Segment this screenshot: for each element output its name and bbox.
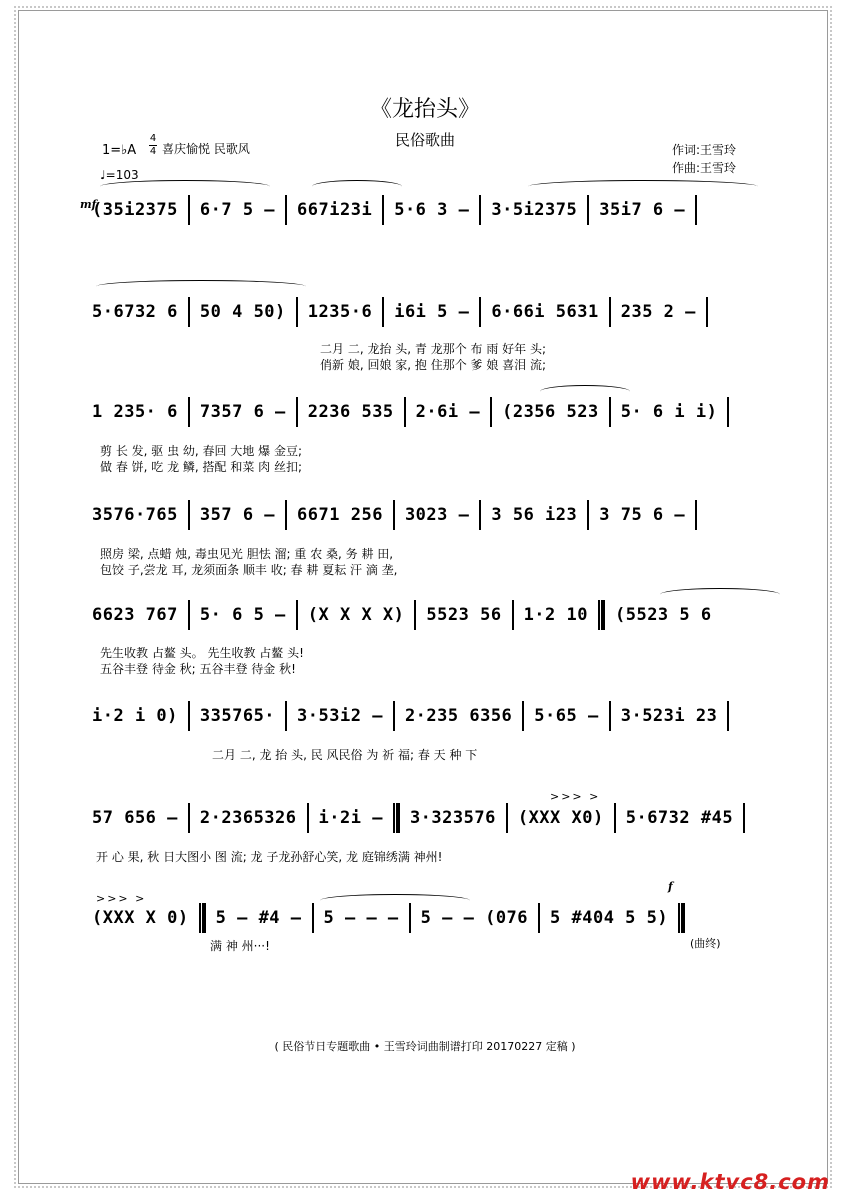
barline: [188, 500, 190, 530]
measure: 3·323576: [409, 808, 496, 828]
barline: [512, 600, 514, 630]
measure: 35i7 6 –: [599, 200, 686, 220]
measure: 2·6i –: [415, 402, 481, 422]
barline: [490, 397, 492, 427]
dynamic-f: f: [668, 880, 673, 893]
barline: [609, 297, 611, 327]
measure: (XXX X0): [517, 808, 604, 828]
barline: [393, 701, 395, 731]
measure: 50 4 50): [199, 302, 286, 322]
barline: [695, 500, 697, 530]
repeat-end-barline: [393, 803, 400, 833]
barline: [479, 500, 481, 530]
barline: [312, 903, 314, 933]
measure: (5523 5 6: [614, 605, 712, 625]
time-signature-bottom: 4: [149, 146, 157, 157]
measure: 5 #404 5 5): [550, 908, 669, 928]
system-8: [92, 906, 687, 930]
song-title: 《龙抬头》: [369, 97, 480, 122]
barline: [609, 397, 611, 427]
site-watermark: www.ktvc8.com: [630, 1170, 830, 1194]
measure: 1235·6: [307, 302, 373, 322]
barline: [587, 195, 589, 225]
slur: [320, 894, 470, 907]
slur: [96, 280, 306, 293]
measure: 2·235 6356: [404, 706, 513, 726]
lyric-line: 照房 梁, 点蜡 烛, 毒虫见光 胆怯 溜; 重 农 桑, 务 耕 田,: [100, 547, 394, 561]
barline: [414, 600, 416, 630]
measure: 5 – – (076: [420, 908, 529, 928]
song-genre: 民俗歌曲: [394, 131, 455, 149]
slur: [100, 180, 270, 193]
measure: 5· 6 i i): [620, 402, 718, 422]
barline: [404, 397, 406, 427]
barline: [538, 903, 540, 933]
measure: 6·66i 5631: [491, 302, 599, 322]
measure: 3·523i 23: [620, 706, 718, 726]
barline: [188, 701, 190, 731]
measure: 5 – #4 –: [215, 908, 302, 928]
measure: i·2i –: [318, 808, 383, 828]
measure: 3·53i2 –: [297, 706, 383, 726]
measure: 6671 256: [297, 505, 383, 525]
footer-note: ( 民俗节日专题歌曲 • 王雪玲词曲制谱打印 20170227 定稿 ): [274, 1040, 576, 1053]
measure: 3 75 6 –: [599, 505, 686, 525]
barline: [188, 195, 190, 225]
measure: 6623 767: [92, 605, 178, 625]
measure: 57 656 –: [92, 808, 178, 828]
measure: 1 235· 6: [92, 402, 178, 422]
accent-marks: >>> >: [550, 790, 601, 803]
measure: 3 56 i23: [491, 505, 578, 525]
barline: [188, 297, 190, 327]
lyric-line: 五谷丰登 待金 秋; 五谷丰登 待金 秋!: [100, 662, 296, 676]
slur: [540, 385, 630, 398]
slur: [528, 180, 758, 193]
measure: 5· 6 5 –: [199, 605, 286, 625]
barline: [506, 803, 508, 833]
lyricist-credit: 作词:王雪玲: [672, 143, 737, 157]
barline: [695, 195, 697, 225]
barline: [614, 803, 616, 833]
measure: i·2 i 0): [92, 706, 178, 726]
barline: [609, 701, 611, 731]
measure: 5·6732 6: [92, 302, 178, 322]
lyric-line: 开 心 果, 秋 日大图小 图 流; 龙 子龙孙舒心笑, 龙 庭锦绣满 神州!: [96, 850, 443, 864]
barline: [296, 600, 298, 630]
measure: (2356 523: [502, 402, 599, 422]
barline: [479, 297, 481, 327]
measure: 2236 535: [307, 402, 394, 422]
measure: 5·65 –: [534, 706, 599, 726]
time-signature: [149, 134, 157, 157]
system-7: [92, 806, 747, 830]
slur: [660, 588, 780, 601]
mood-marking: 喜庆愉悦 民歌风: [162, 142, 250, 156]
barline: [307, 803, 309, 833]
measure: 5·6 3 –: [394, 200, 470, 220]
barline: [382, 195, 384, 225]
measure: 335765·: [199, 706, 276, 726]
measure: 5523 56: [426, 605, 502, 625]
barline: [706, 297, 708, 327]
measure: 235 2 –: [620, 302, 696, 322]
measure: (35i2375: [92, 200, 178, 220]
repeat-start-barline: [598, 600, 605, 630]
repeat-start-barline: [199, 903, 206, 933]
tempo-marking: ♩=103: [100, 168, 139, 182]
measure: 2·2365326: [199, 808, 297, 828]
barline: [393, 500, 395, 530]
barline: [296, 397, 298, 427]
barline: [587, 500, 589, 530]
measure: 3576·765: [92, 505, 178, 525]
measure: 6·7 5 –: [199, 200, 276, 220]
slur: [312, 180, 402, 193]
measure: 7357 6 –: [199, 402, 286, 422]
measure: 1·2 10: [523, 605, 588, 625]
barline: [188, 600, 190, 630]
lyric-line: 包饺 子,尝龙 耳, 龙须面条 顺丰 收; 春 耕 夏耘 汗 滴 垄,: [100, 563, 398, 577]
ending-mark: (曲终): [690, 937, 721, 950]
lyric-line: 二月 二, 龙抬 头, 青 龙那个 布 雨 好年 头;: [320, 342, 547, 356]
barline: [382, 297, 384, 327]
barline: [727, 701, 729, 731]
system-2: [92, 300, 710, 324]
barline: [296, 297, 298, 327]
barline: [188, 803, 190, 833]
measure: (XXX X 0): [92, 908, 189, 928]
measure: i6i 5 –: [394, 302, 470, 322]
lyric-line: 俏新 娘, 回娘 家, 抱 住那个 爹 娘 喜泪 流;: [320, 358, 547, 372]
barline: [522, 701, 524, 731]
time-signature-top: 4: [149, 133, 157, 144]
measure: 357 6 –: [199, 505, 276, 525]
measure: 3023 –: [404, 505, 470, 525]
system-3: [92, 400, 731, 424]
barline: [188, 397, 190, 427]
system-1: [92, 198, 699, 222]
barline: [727, 397, 729, 427]
key-signature: 1=♭A: [102, 143, 137, 158]
lyric-line: 先生收教 占鳌 头。 先生收教 占鳌 头!: [100, 646, 304, 660]
system-4: [92, 503, 699, 527]
barline: [479, 195, 481, 225]
measure: 5 – – –: [323, 908, 399, 928]
barline: [743, 803, 745, 833]
accent-marks: >>> >: [96, 892, 147, 905]
lyric-line: 剪 长 发, 驱 虫 幼, 春回 大地 爆 金豆;: [100, 444, 303, 458]
lyric-line: 满 神 州···!: [210, 939, 270, 953]
measure: 667i23i: [297, 200, 373, 220]
barline: [285, 195, 287, 225]
final-barline: [678, 903, 685, 933]
lyric-line: 做 春 饼, 吃 龙 鳞, 搭配 和菜 肉 丝扣;: [100, 460, 303, 474]
system-5: [92, 603, 712, 627]
measure: 5·6732 #45: [625, 808, 734, 828]
lyric-line: 二月 二, 龙 抬 头, 民 风民俗 为 祈 福; 春 天 种 下: [212, 748, 478, 762]
dynamic-mf: mf: [80, 198, 97, 211]
barline: [409, 903, 411, 933]
composer-credit: 作曲:王雪玲: [672, 161, 737, 175]
barline: [285, 500, 287, 530]
system-6: [92, 704, 731, 728]
barline: [285, 701, 287, 731]
measure: 3·5i2375: [491, 200, 578, 220]
measure: (X X X X): [307, 605, 405, 625]
